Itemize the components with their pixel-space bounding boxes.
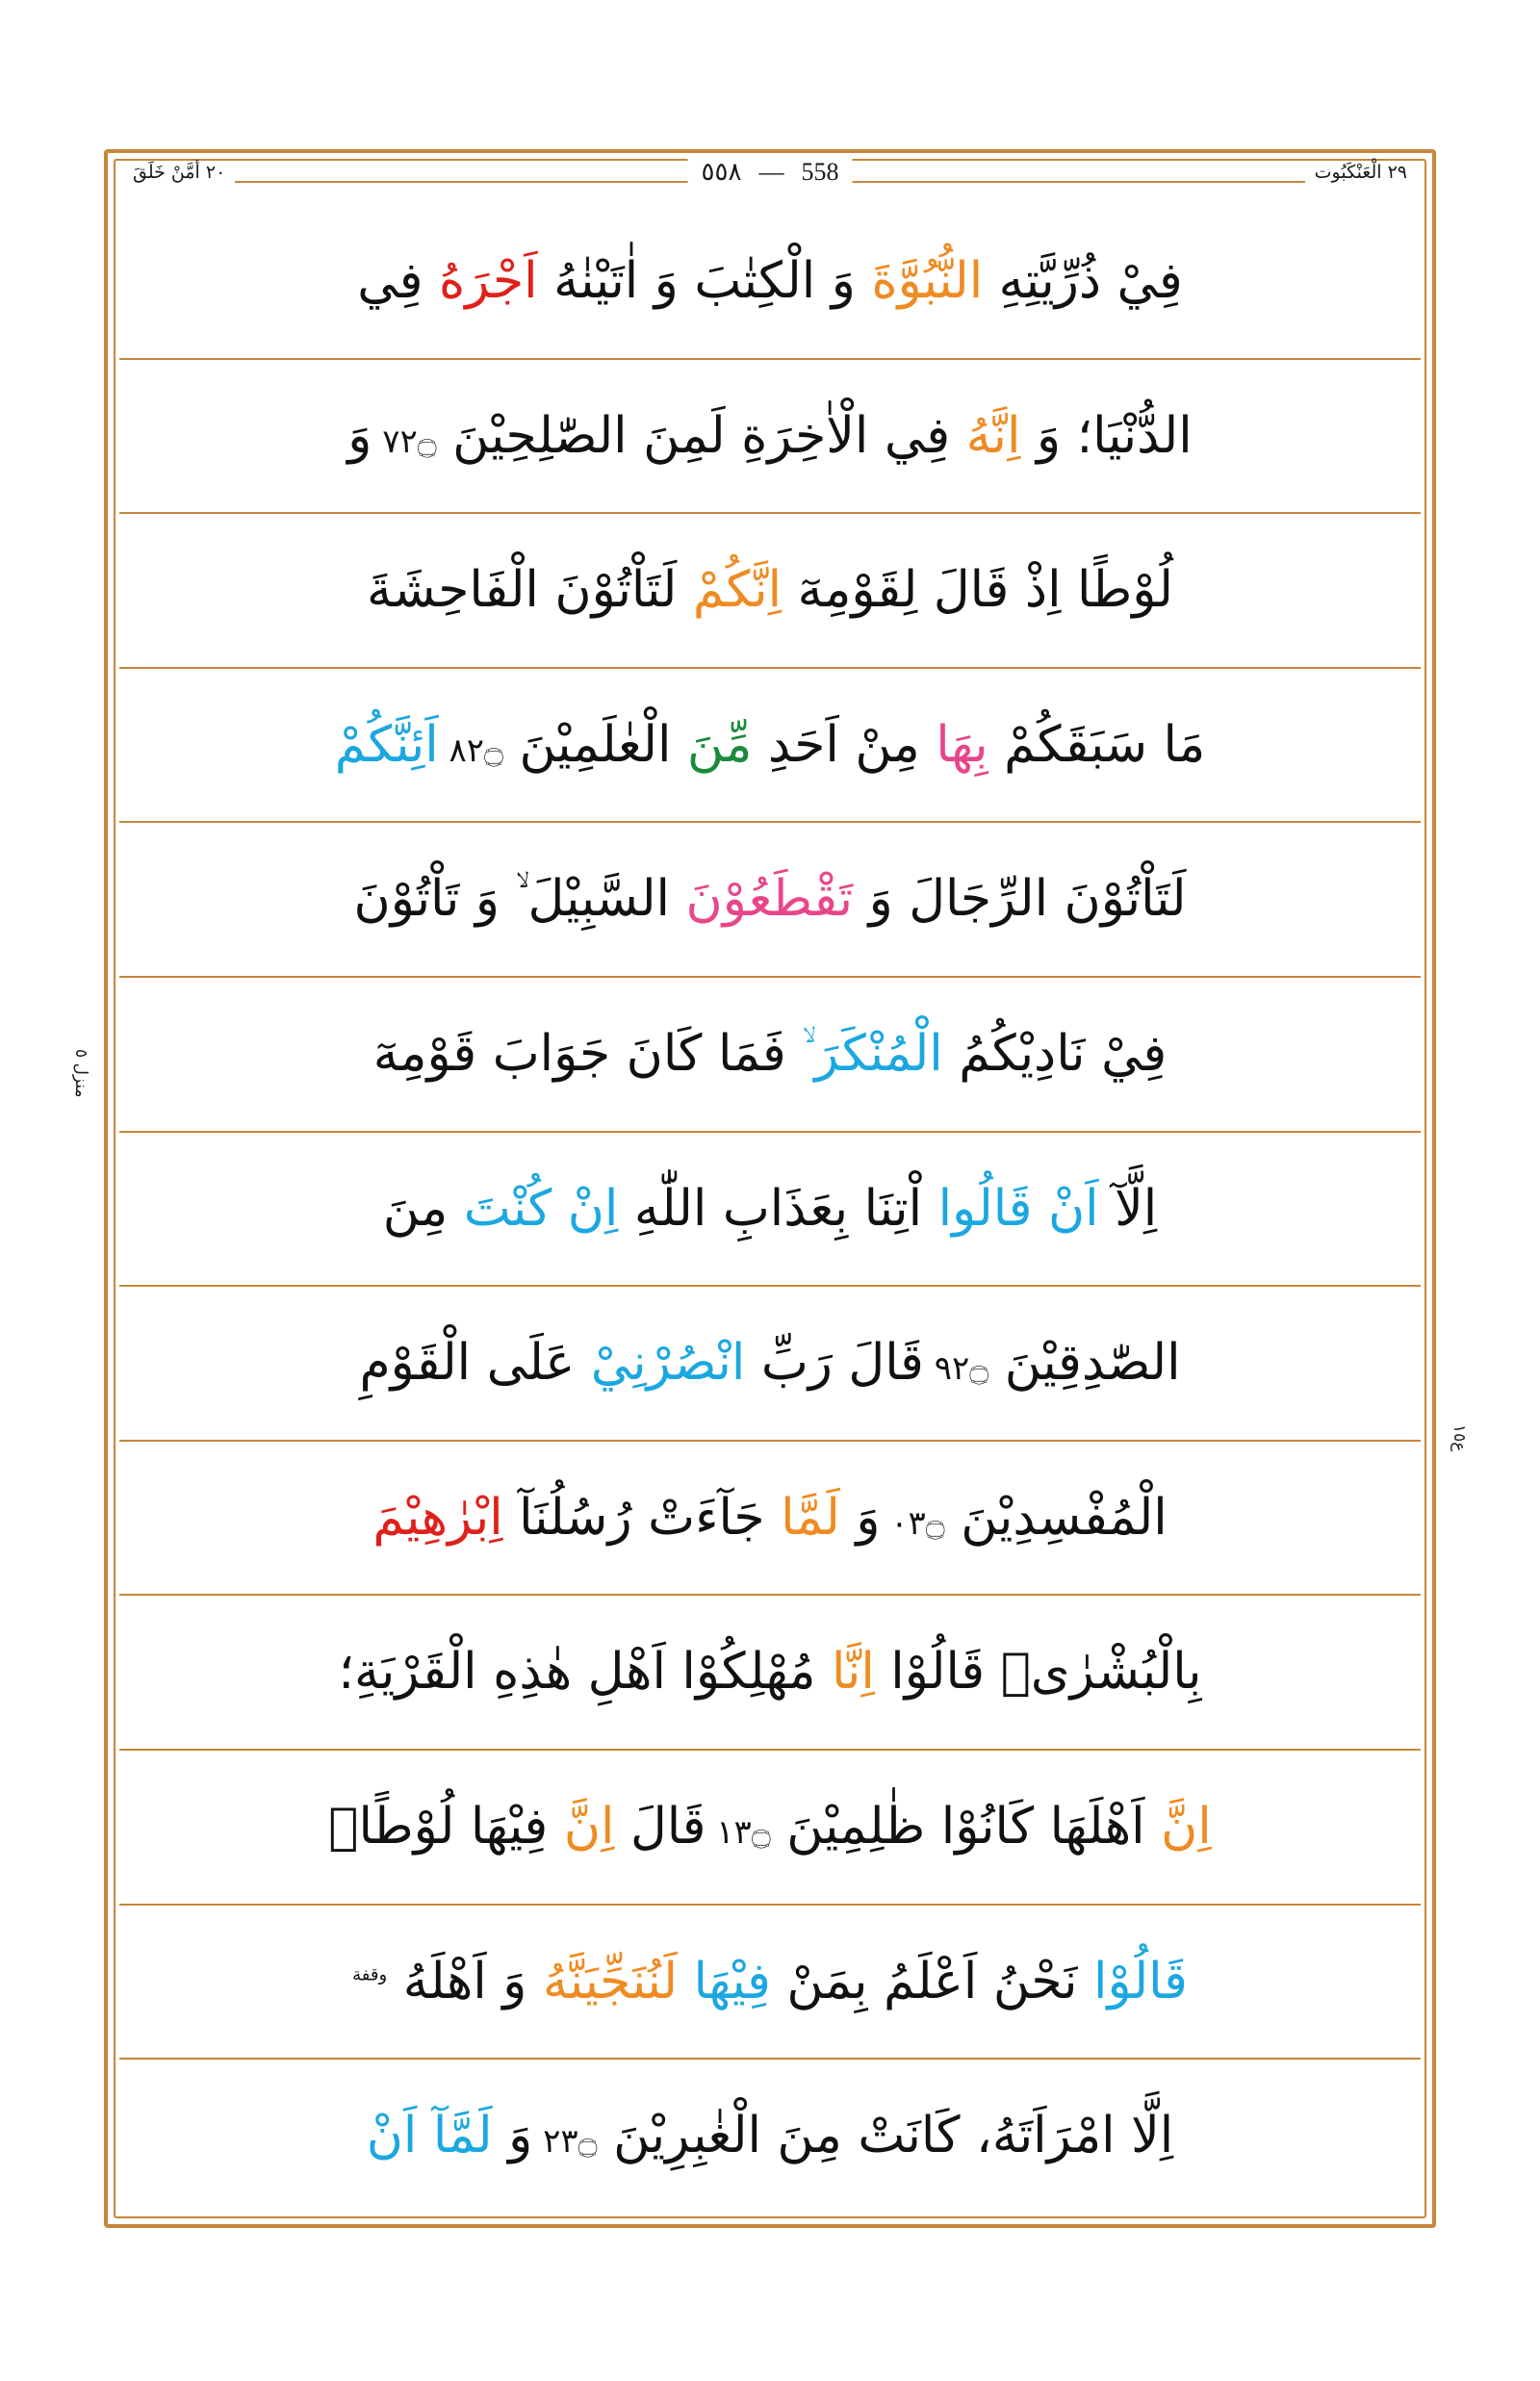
ayah-line-text-3	[119, 561, 1421, 620]
page-number-latin: 558	[801, 158, 839, 186]
ayah-word: اَئِنَّكُمْ	[334, 715, 439, 774]
waqf-note: وقفة	[352, 1964, 388, 1985]
ayah-word: فِيْهَا لُوْطًاۙ	[328, 1798, 549, 1856]
ayah-line	[119, 360, 1421, 515]
ayah-word: اِلَّآ	[1098, 1179, 1158, 1238]
ayah-word: الْمُفْسِدِيْنَ	[944, 1488, 1168, 1547]
ayah-word: الدُّنْيَا؛ وَ	[1020, 406, 1193, 465]
ayah-line	[119, 514, 1421, 669]
ayah-line	[119, 2060, 1421, 2213]
ayah-line	[119, 1596, 1421, 1751]
ayah-line-text-2	[119, 406, 1421, 465]
ayah-word: اِنَّا	[815, 1643, 875, 1702]
ayah-word: اَهْلَهَا كَانُوْا ظٰلِمِيْنَ	[770, 1798, 1145, 1856]
ayah-word: فِيْ نَادِيْكُمُ	[942, 1025, 1168, 1084]
ayah-word: ۙ فَمَا كَانَ جَوَابَ قَوْمِهٓ	[372, 1025, 803, 1084]
ayah-word: قَالَ	[614, 1798, 706, 1856]
ayah-word: اِلَّا امْرَاَتَهُ، كَانَتْ مِنَ الْغٰبِرِيْنَ	[597, 2107, 1174, 2165]
ayah-word: لَمَّآ اَنْ	[366, 2107, 493, 2165]
ayah-number: ۝٣٢	[532, 2122, 598, 2162]
page-number-group	[688, 158, 853, 187]
ayah-word: مُهْلِكُوْا اَهْلِ هٰذِهِ الْقَرْيَةِ؛	[338, 1643, 816, 1702]
ayah-word: اِنَّ	[548, 1798, 615, 1856]
ayah-word: تَقْطَعُوْنَ	[669, 870, 854, 929]
ayah-word: عَلَى الْقَوْمِ	[359, 1334, 576, 1393]
ayah-word: فِيْهَا	[677, 1952, 771, 2010]
ayah-number: ۝٢٧	[372, 422, 437, 461]
ayah-line	[119, 1906, 1421, 2061]
ayah-word: الْعٰلَمِيْنَ	[502, 715, 672, 774]
ayah-line-text-13	[119, 2107, 1421, 2165]
ayah-word: مِّنَ	[671, 715, 753, 774]
ayah-word: وَ	[492, 2107, 533, 2165]
ayah-line-text-4	[119, 715, 1421, 774]
ayah-word: فِيْ ذُرِّيَّتِهِ	[983, 252, 1183, 310]
surah-label: ٢٩ الْعَنْكَبُوت	[1305, 162, 1417, 183]
ayah-line-text-5	[119, 870, 1421, 929]
ayah-line-text-1	[119, 252, 1421, 310]
ayah-word: وَ	[347, 406, 372, 465]
ayah-word: اِنَّهُ	[950, 406, 1021, 465]
ayah-word: اَجْرَهُ	[423, 252, 538, 310]
ayah-word: لَتَاْتُوْنَ الْفَاحِشَةَ	[367, 561, 678, 620]
ayah-line-text-7	[119, 1179, 1421, 1238]
ayah-line	[119, 669, 1421, 824]
ayah-word: فِي	[357, 252, 424, 310]
ayah-word: اْتِنَا بِعَذَابِ اللّٰهِ	[618, 1179, 923, 1238]
ayah-line-text-6	[119, 1025, 1421, 1084]
ayah-word: انْصُرْنِيْ	[575, 1334, 746, 1393]
ayah-word: لَمَّا	[764, 1488, 840, 1547]
ayah-number: ۝٣١	[706, 1813, 771, 1853]
page-number-hindi: ٥٥٨	[701, 158, 742, 187]
ayah-word: اِنَّكُمْ	[677, 561, 783, 620]
juz-label: ٢٠ أمَّنْ خَلَقَ	[123, 162, 235, 183]
ayah-word: لَنُنَجِّيَنَّهُ	[526, 1952, 678, 2010]
ayah-word: اِنْ كُنْتَ	[448, 1179, 619, 1238]
ayah-line-text-8	[119, 1334, 1421, 1393]
manzil-marker: منزل ٥	[71, 1049, 90, 1098]
ayah-word: مَا سَبَقَكُمْ	[988, 715, 1206, 774]
ayah-word: وَ الْكِتٰبَ وَ اٰتَيْنٰهُ	[537, 252, 856, 310]
ayah-line	[119, 205, 1421, 360]
ayah-line	[119, 1287, 1421, 1442]
ayah-word: نَحْنُ اَعْلَمُ بِمَنْ	[770, 1952, 1078, 2010]
ayah-word: بِالْبُشْرٰىۙ قَالُوْا	[874, 1643, 1202, 1702]
ayah-word: الْمُنْكَرَ	[802, 1025, 943, 1084]
ayah-lines	[119, 205, 1421, 2213]
ayah-line	[119, 1133, 1421, 1288]
ayah-line-text-12	[119, 1952, 1421, 2010]
ayah-word: قَالُوْا	[1077, 1952, 1188, 2010]
ayah-number: ۝٣٠	[880, 1503, 945, 1543]
ayah-word: اِبْرٰهِيْمَ	[372, 1488, 503, 1547]
ayah-word: مِنْ اَحَدِ	[752, 715, 920, 774]
ayah-line	[119, 823, 1421, 978]
ayah-line	[119, 1442, 1421, 1597]
ayah-word: جَآءَتْ رُسُلُنَآ	[502, 1488, 765, 1547]
ayah-line-text-11	[119, 1798, 1421, 1856]
ayah-word: بِهَا	[919, 715, 988, 774]
ayah-number: ۝٢٨	[438, 730, 503, 770]
ayah-line-text-9	[119, 1488, 1421, 1547]
ayah-word: فِي الْاٰخِرَةِ لَمِنَ الصّٰلِحِيْنَ	[436, 406, 951, 465]
ayah-word: الصّٰدِقِيْنَ	[988, 1334, 1181, 1393]
ruku-marker: ع١٥	[1450, 1424, 1469, 1452]
ayah-word: مِنَ	[382, 1179, 449, 1238]
ayah-word: وَ اَهْلَهُ	[387, 1952, 527, 2010]
ayah-line-text-10	[119, 1643, 1421, 1702]
ayah-word: لُوْطًا اِذْ قَالَ لِقَوْمِهٓ	[782, 561, 1173, 620]
ayah-word: وَ	[839, 1488, 881, 1547]
ayah-word: اِنَّ	[1144, 1798, 1212, 1856]
ayah-word: اَنْ قَالُوا	[922, 1179, 1099, 1238]
page-number-separator: —	[758, 158, 784, 186]
ayah-word: النُّبُوَّةَ	[855, 252, 984, 310]
ayah-line	[119, 1751, 1421, 1906]
ayah-number: ۝٢٩	[923, 1349, 989, 1389]
ayah-line	[119, 978, 1421, 1133]
ayah-word: السَّبِيْلَ ۙ وَ تَاْتُوْنَ	[353, 870, 670, 929]
ayah-word: قَالَ رَبِّ	[745, 1334, 924, 1393]
ayah-word: لَتَاْتُوْنَ الرِّجَالَ وَ	[853, 870, 1187, 929]
